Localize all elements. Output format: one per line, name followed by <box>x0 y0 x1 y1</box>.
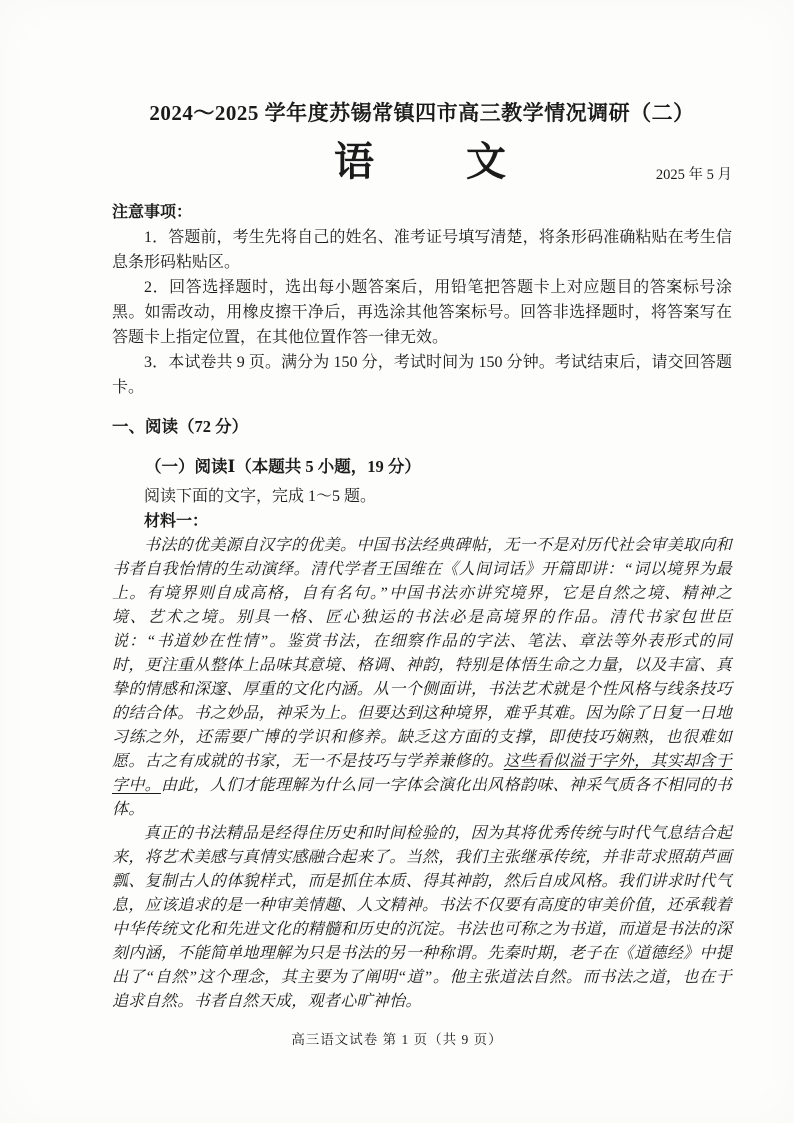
material-paragraph-1-text: 书法的优美源自汉字的优美。中国书法经典碑帖，无一不是对历代社会审美取向和书者自我怡情的生动演绎。清代学者王国维在《人间词话》开篇即讲：“词以境界为最上。有境界则自成高格，自有名句。”中国书法亦讲究境界，它是自然之境、精神之境、艺术之境。别具一格、匠心独运的书法必是高境界的作品。清代书家包世臣说：“书道妙在性情”。鉴赏书法，在细察作品的字法、笔法、章法等外表形式的同时，更注重从整体上品味其意境、格调、神韵，特别是体悟生命之力量，以及丰富、真挚的情感和深邃、厚重的文化内涵。从一个侧面讲，书法艺术就是个性风格与线条技巧的结合体。书之妙品，神采为上。但要达到这种境界，难乎其难。因为除了日复一日地习练之外，还需要广博的学识和修养。缺乏这方面的支撑，即使技巧娴熟，也很难如愿。古之有成就的书家，无一不是技巧与学养兼修的。 <box>112 537 732 770</box>
subject-title: 语 文 <box>334 139 510 184</box>
exam-title: 2024～2025 学年度苏锡常镇四市高三教学情况调研（二） <box>149 101 695 125</box>
material-one-label: 材料一： <box>144 513 209 530</box>
reading-instruction: 阅读下面的文字，完成 1～5 题。 <box>144 488 377 505</box>
material-paragraph-2: 真正的书法精品是经得住历史和时间检验的，因为其将优秀传统与时代气息结合起来，将艺术美感与真情实感融合起来了。当然，我们主张继承传统，并非苛求照葫芦画瓢、复制古人的体貌样式，而是抓住本质、得其神韵，然后自成风格。我们讲求时代气息，应该追求的是一种审美情趣、人文精神。书法不仅要有高度的审美价值，还承载着中华传统文化和先进文化的精髓和历史的沉淀。书法也可称之为书道，而道是书法的深刻内涵，不能简单地理解为只是书法的另一种称谓。先秦时期，老子在《道德经》中提出了“自然”这个理念，其主要为了阐明“道”。他主张道法自然。而书法之道，也在于追求自然。书者自然天成，观者心旷神怡。 <box>112 825 732 1010</box>
underlined-passage: 这些看似溢于字外，其实却含于字中。 <box>112 753 733 794</box>
notice-item-3: 3．本试卷共 9 页。满分为 150 分，考试时间为 150 分钟。考试结束后，请交回答题卡。 <box>112 354 732 396</box>
page-footer: 高三语文试卷 第 1 页（共 9 页） <box>291 1032 503 1047</box>
section-one-heading: 一、阅读（72 分） <box>112 417 249 436</box>
notice-item-1: 1．答题前，考生先将自己的姓名、准考证号填写清楚，将条形码准确粘贴在考生信息条形码粘贴区。 <box>112 229 732 271</box>
subject-row <box>112 134 732 190</box>
exam-date: 2025 年 5 月 <box>655 167 732 183</box>
material-paragraph-1-continuation: 由此，人们才能理解为什么同一字体会演化出风格韵味、神采气质各不相同的书体。 <box>112 777 732 818</box>
material-paragraph-1 <box>112 534 732 822</box>
notice-item-2: 2．回答选择题时，选出每小题答案后，用铅笔把答题卡上对应题目的答案标号涂黑。如需改动，用橡皮擦干净后，再选涂其他答案标号。回答非选择题时，将答案写在答题卡上指定位置，在其他位置作答一律无效。 <box>112 279 732 346</box>
subsection-one-heading: （一）阅读Ⅰ（本题共 5 小题，19 分） <box>145 457 421 476</box>
notice-heading: 注意事项： <box>112 204 193 221</box>
